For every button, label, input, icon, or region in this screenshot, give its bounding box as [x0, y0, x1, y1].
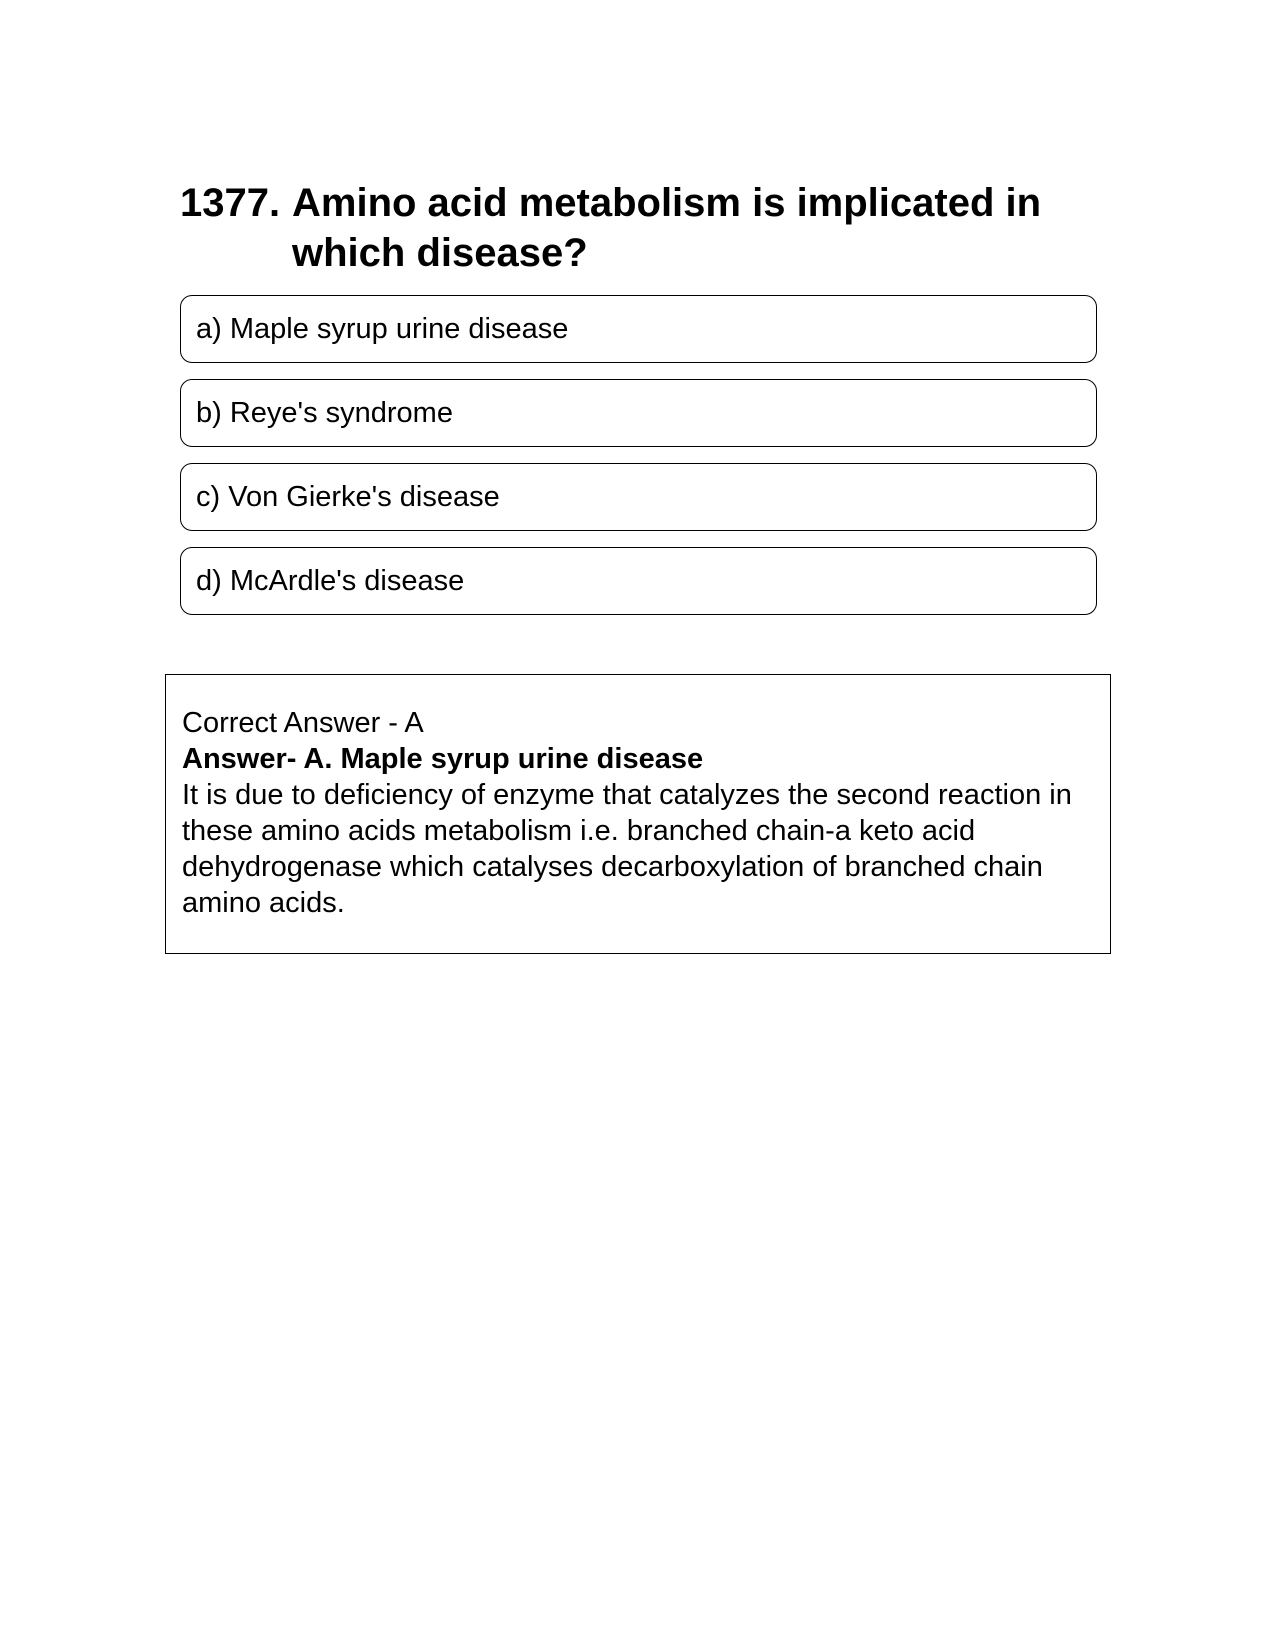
question-text: Amino acid metabolism is implicated in which disease? — [292, 181, 1042, 275]
option-a[interactable] — [180, 295, 1097, 363]
option-b[interactable] — [180, 379, 1097, 447]
option-d-label: d) McArdle's disease — [196, 564, 465, 597]
option-c[interactable] — [180, 463, 1097, 531]
question-number: 1377. — [180, 181, 281, 225]
question-heading — [180, 178, 1100, 278]
answer-explanation: It is due to deficiency of enzyme that catalyzes the second reaction in these amino acids metabolism i.e. branched chain-a keto acid dehydrogenase which catalyses decarboxylation of branched chain amino acids. — [182, 779, 1072, 919]
option-a-label: a) Maple syrup urine disease — [196, 312, 569, 345]
answer-box — [165, 674, 1111, 954]
answer-title: Answer- A. Maple syrup urine disease — [182, 743, 704, 775]
option-c-label: c) Von Gierke's disease — [196, 480, 500, 513]
correct-answer: Correct Answer - A — [182, 707, 424, 739]
options-list — [180, 295, 1097, 631]
option-d[interactable] — [180, 547, 1097, 615]
option-b-label: b) Reye's syndrome — [196, 396, 453, 429]
